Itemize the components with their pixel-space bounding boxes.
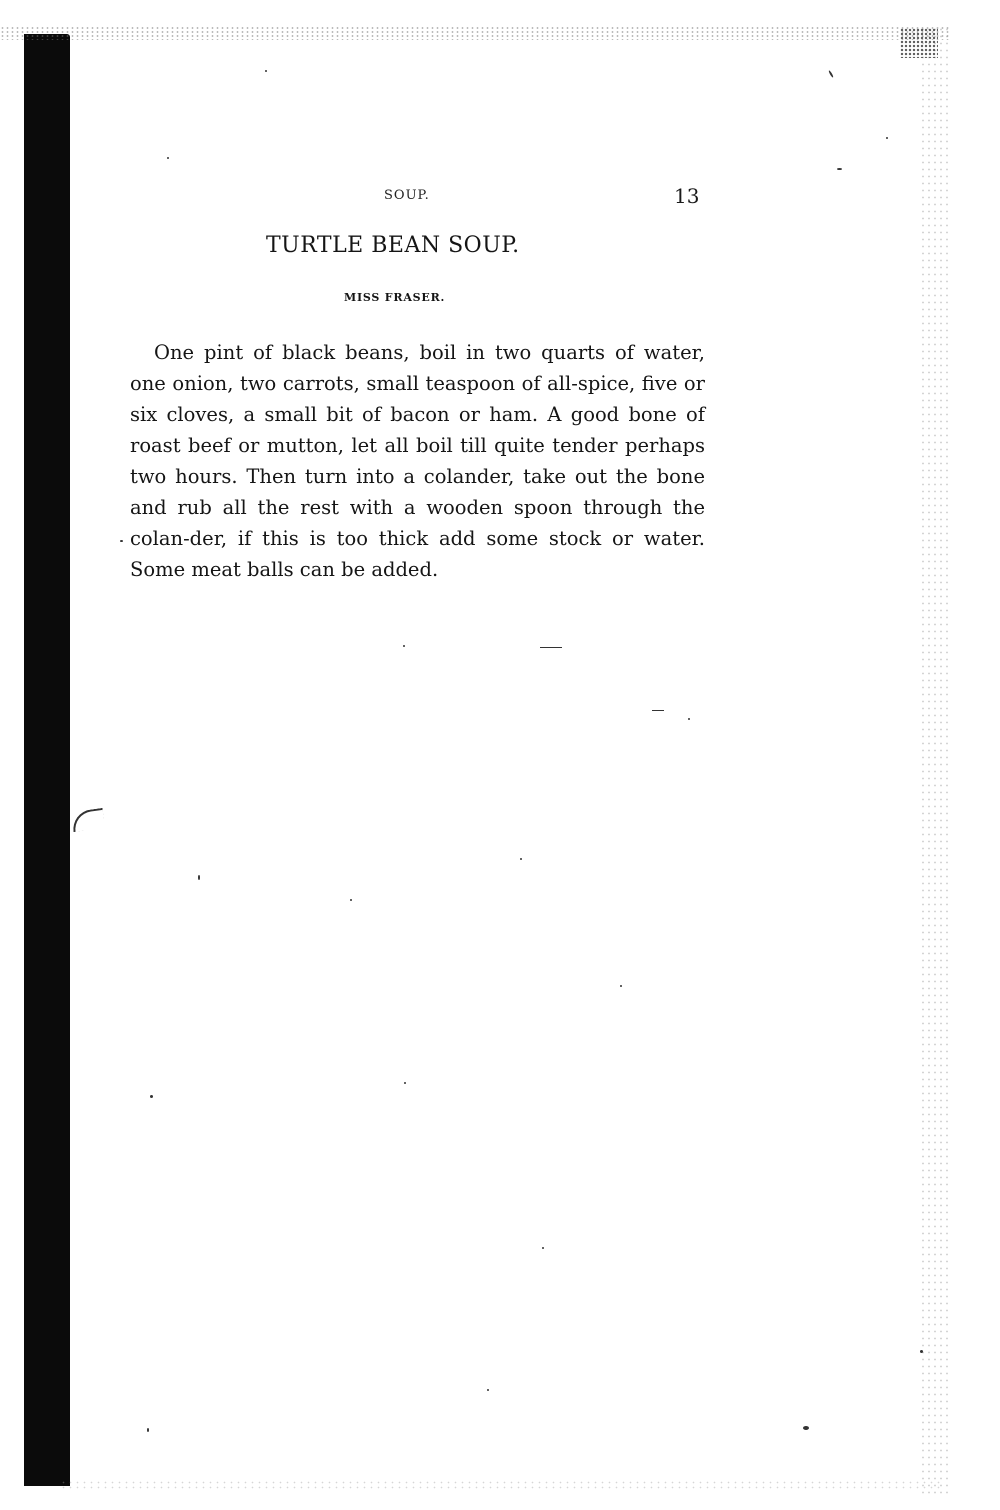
recipe-byline: MISS FRASER. xyxy=(344,291,446,304)
scan-speck xyxy=(652,710,664,711)
scan-speck xyxy=(803,1426,809,1430)
scan-noise-bottom xyxy=(60,1480,940,1490)
scan-speck xyxy=(150,1095,153,1098)
scan-speck xyxy=(350,899,352,901)
scan-speck xyxy=(542,1247,544,1249)
scan-speck xyxy=(120,540,123,542)
recipe-title: TURTLE BEAN SOUP. xyxy=(266,233,520,258)
scan-noise-top xyxy=(0,26,950,40)
book-binding-edge xyxy=(24,34,70,1486)
scan-speck xyxy=(265,70,267,72)
scan-speck xyxy=(620,985,622,987)
scan-speck xyxy=(688,718,690,720)
scan-speck xyxy=(147,1428,149,1432)
recipe-body: One pint of black beans, boil in two quarts of water, one onion, two carrots, small teaspoon of all-spice, five or six cloves, a small bit of bacon or ham. A good bone of roast beef or mutton, let all boil till quite tender perhaps two hours. Then turn into a colander, take out the bone and rub all the rest with a wooden spoon through the colan-der, if this is too thick add some stock or water. Some meat balls can be added. xyxy=(130,341,705,581)
scan-speck xyxy=(487,1389,489,1391)
scan-speck xyxy=(540,647,562,648)
scan-speck xyxy=(828,70,834,78)
scan-noise-right xyxy=(920,26,950,1496)
scan-speck xyxy=(404,1082,406,1084)
scan-speck xyxy=(198,875,200,880)
scan-speck xyxy=(520,858,522,860)
scan-speck xyxy=(167,157,169,159)
scan-speck xyxy=(886,137,888,139)
scan-speck xyxy=(403,645,405,647)
page-number: 13 xyxy=(674,184,700,208)
running-head: SOUP. xyxy=(384,188,430,203)
scan-corner-mark xyxy=(900,28,938,58)
stray-ink-mark xyxy=(71,808,105,832)
scan-speck xyxy=(837,168,842,170)
scan-speck xyxy=(920,1350,923,1353)
